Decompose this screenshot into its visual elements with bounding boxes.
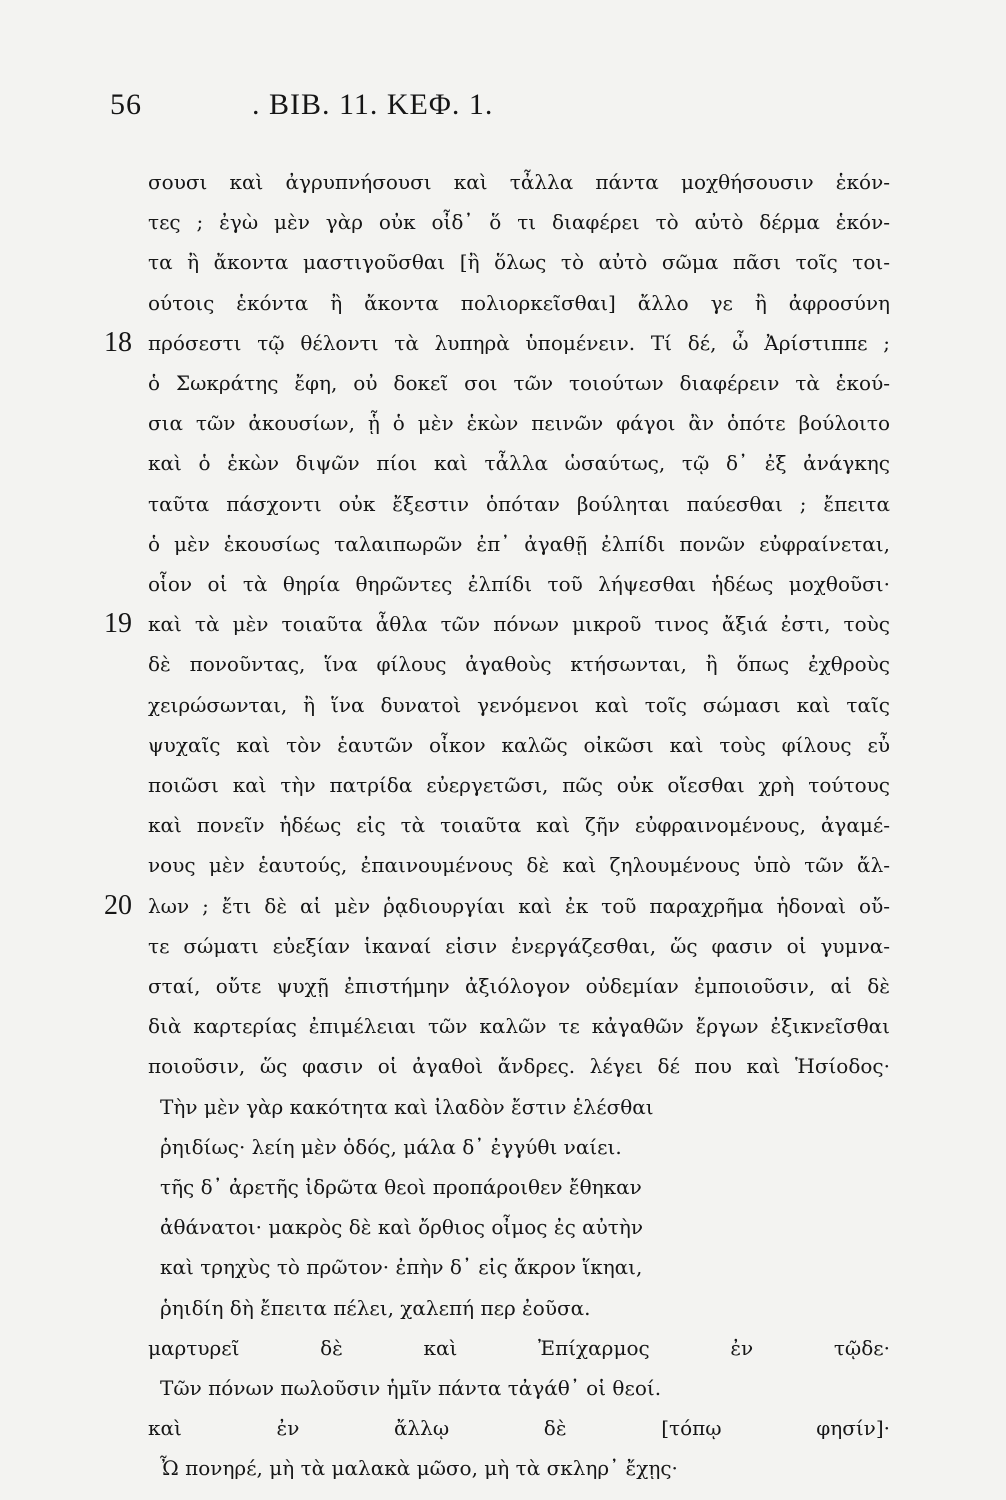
line-text: ῥηιδίως· λείη μὲν ὁδός, μάλα δ᾽ ἐγγύθι ναίει. bbox=[160, 1135, 622, 1159]
line-text: Τῶν πόνων πωλοῦσιν ἡμῖν πάντα τἀγάθ᾽ οἱ θεοί. bbox=[160, 1376, 662, 1400]
text-line bbox=[0, 1046, 1006, 1086]
text-line bbox=[0, 685, 1006, 725]
line-text: πρόσεστι τῷ θέλοντι τὰ λυπηρὰ ὑπομένειν. Τί δέ, ὦ Ἀρίστιππε ; bbox=[148, 331, 890, 355]
line-text: ἀθάνατοι· μακρὸς δὲ καὶ ὄρθιος οἶμος ἐς αὐτὴν bbox=[160, 1215, 643, 1239]
text-line bbox=[0, 644, 1006, 684]
line-text: χειρώσωνται, ἢ ἵνα δυνατοὶ γενόμενοι καὶ τοῖς σώμασι καὶ ταῖς bbox=[148, 693, 890, 717]
line-text: καὶ πονεῖν ἡδέως εἰς τὰ τοιαῦτα καὶ ζῆν εὐφραινομένους, ἀγαμέ- bbox=[148, 813, 890, 837]
line-text: Τὴν μὲν γὰρ κακότητα καὶ ἰλαδὸν ἔστιν ἑλέσθαι bbox=[160, 1095, 654, 1119]
section-number: 19 bbox=[104, 608, 132, 639]
verse-line bbox=[0, 1207, 1006, 1247]
verse-line bbox=[0, 1127, 1006, 1167]
text-line bbox=[0, 725, 1006, 765]
text-line bbox=[0, 162, 1006, 202]
text-line bbox=[0, 1408, 1006, 1448]
verse-line bbox=[0, 1087, 1006, 1127]
line-text: ὁ Σωκράτης ἔφη, οὐ δοκεῖ σοι τῶν τοιούτων διαφέρειν τὰ ἑκού- bbox=[148, 371, 890, 395]
line-text: ταῦτα πάσχοντι οὐκ ἔξεστιν ὁπόταν βούληται παύεσθαι ; ἔπειτα bbox=[148, 492, 890, 516]
line-text: ποιοῦσιν, ὥς φασιν οἱ ἀγαθοὶ ἄνδρες. λέγει δέ που καὶ Ἡσίοδος· bbox=[148, 1054, 890, 1078]
line-text: λων ; ἔτι δὲ αἱ μὲν ῥᾳδιουργίαι καὶ ἐκ τοῦ παραχρῆμα ἡδοναὶ οὔ- bbox=[148, 894, 890, 918]
running-title: . ΒΙΒ. 11. ΚΕΦ. 1. bbox=[252, 88, 494, 121]
verse-line bbox=[0, 1448, 1006, 1488]
line-text: σταί, οὔτε ψυχῇ ἐπιστήμην ἀξιόλογον οὐδεμίαν ἐμποιοῦσιν, αἱ δὲ bbox=[148, 974, 890, 998]
text-line bbox=[0, 283, 1006, 323]
line-text: Ὦ πονηρέ, μὴ τὰ μαλακὰ μῶσο, μὴ τὰ σκληρ᾽ ἔχῃς· bbox=[160, 1456, 678, 1480]
line-text: τα ἢ ἄκοντα μαστιγοῦσθαι [ἢ ὅλως τὸ αὐτὸ σῶμα πᾶσι τοῖς τοι- bbox=[148, 250, 890, 274]
line-text: διὰ καρτερίας ἐπιμέλειαι τῶν καλῶν τε κἀγαθῶν ἔργων ἐξικνεῖσθαι bbox=[148, 1014, 890, 1038]
line-text: ὁ μὲν ἑκουσίως ταλαιπωρῶν ἐπ᾽ ἀγαθῇ ἐλπίδι πονῶν εὐφραίνεται, bbox=[148, 532, 890, 556]
text-line bbox=[0, 242, 1006, 282]
text-line bbox=[0, 564, 1006, 604]
page-header bbox=[110, 88, 630, 128]
line-text: δὲ πονοῦντας, ἵνα φίλους ἀγαθοὺς κτήσωνται, ἢ ὅπως ἐχθροὺς bbox=[148, 652, 890, 676]
line-text: τῆς δ᾽ ἀρετῆς ἱδρῶτα θεοὶ προπάροιθεν ἔθηκαν bbox=[160, 1175, 642, 1199]
line-text: ποιῶσι καὶ τὴν πατρίδα εὐεργετῶσι, πῶς οὐκ οἴεσθαι χρὴ τούτους bbox=[148, 773, 890, 797]
text-line bbox=[0, 403, 1006, 443]
verse-line bbox=[0, 1368, 1006, 1408]
line-text: τε σώματι εὐεξίαν ἱκαναί εἰσιν ἐνεργάζεσθαι, ὥς φασιν οἱ γυμνα- bbox=[148, 934, 890, 958]
line-text: ψυχαῖς καὶ τὸν ἑαυτῶν οἶκον καλῶς οἰκῶσι καὶ τοὺς φίλους εὖ bbox=[148, 733, 890, 757]
verse-line bbox=[0, 1288, 1006, 1328]
line-text: οἷον οἱ τὰ θηρία θηρῶντες ἐλπίδι τοῦ λήψεσθαι ἡδέως μοχθοῦσι· bbox=[148, 572, 890, 596]
line-text: μαρτυρεῖ δὲ καὶ Ἐπίχαρμος ἐν τῷδε· bbox=[148, 1336, 890, 1360]
section-number: 18 bbox=[104, 327, 132, 358]
line-text: σια τῶν ἀκουσίων, ᾗ ὁ μὲν ἑκὼν πεινῶν φάγοι ἂν ὁπότε βούλοιτο bbox=[148, 411, 890, 435]
text-line bbox=[0, 1328, 1006, 1368]
verse-line bbox=[0, 1167, 1006, 1207]
section-number: 20 bbox=[104, 890, 132, 921]
text-line bbox=[0, 202, 1006, 242]
text-line bbox=[0, 886, 1006, 926]
text-line bbox=[0, 443, 1006, 483]
text-line bbox=[0, 323, 1006, 363]
verse-line bbox=[0, 1247, 1006, 1287]
text-line bbox=[0, 363, 1006, 403]
text-line bbox=[0, 484, 1006, 524]
line-text: νους μὲν ἑαυτούς, ἐπαινουμένους δὲ καὶ ζηλουμένους ὑπὸ τῶν ἄλ- bbox=[148, 853, 890, 877]
text-line bbox=[0, 966, 1006, 1006]
line-text: καὶ ὁ ἑκὼν διψῶν πίοι καὶ τἆλλα ὡσαύτως, τῷ δ᾽ ἐξ ἀνάγκης bbox=[148, 451, 890, 475]
page-number: 56 bbox=[110, 88, 142, 121]
text-line bbox=[0, 524, 1006, 564]
text-line bbox=[0, 765, 1006, 805]
line-text: καὶ ἐν ἄλλῳ δὲ [τόπῳ φησίν]· bbox=[148, 1416, 890, 1440]
text-line bbox=[0, 604, 1006, 644]
line-text: ῥηιδίη δὴ ἔπειτα πέλει, χαλεπή περ ἐοῦσα. bbox=[160, 1296, 591, 1320]
text-line bbox=[0, 805, 1006, 845]
text-line bbox=[0, 845, 1006, 885]
line-text: τες ; ἐγὼ μὲν γὰρ οὐκ οἶδ᾽ ὅ τι διαφέρει τὸ αὐτὸ δέρμα ἑκόν- bbox=[148, 210, 890, 234]
line-text: καὶ τὰ μὲν τοιαῦτα ἆθλα τῶν πόνων μικροῦ τινος ἄξιά ἐστι, τοὺς bbox=[148, 612, 890, 636]
line-text: καὶ τρηχὺς τὸ πρῶτον· ἐπὴν δ᾽ εἰς ἄκρον ἵκηαι, bbox=[160, 1255, 643, 1279]
line-text: σουσι καὶ ἀγρυπνήσουσι καὶ τἆλλα πάντα μοχθήσουσιν ἑκόν- bbox=[148, 170, 890, 194]
text-line bbox=[0, 1006, 1006, 1046]
line-text: ούτοις ἑκόντα ἢ ἄκοντα πολιορκεῖσθαι] ἄλλο γε ἢ ἀφροσύνη bbox=[148, 291, 890, 315]
text-line bbox=[0, 926, 1006, 966]
